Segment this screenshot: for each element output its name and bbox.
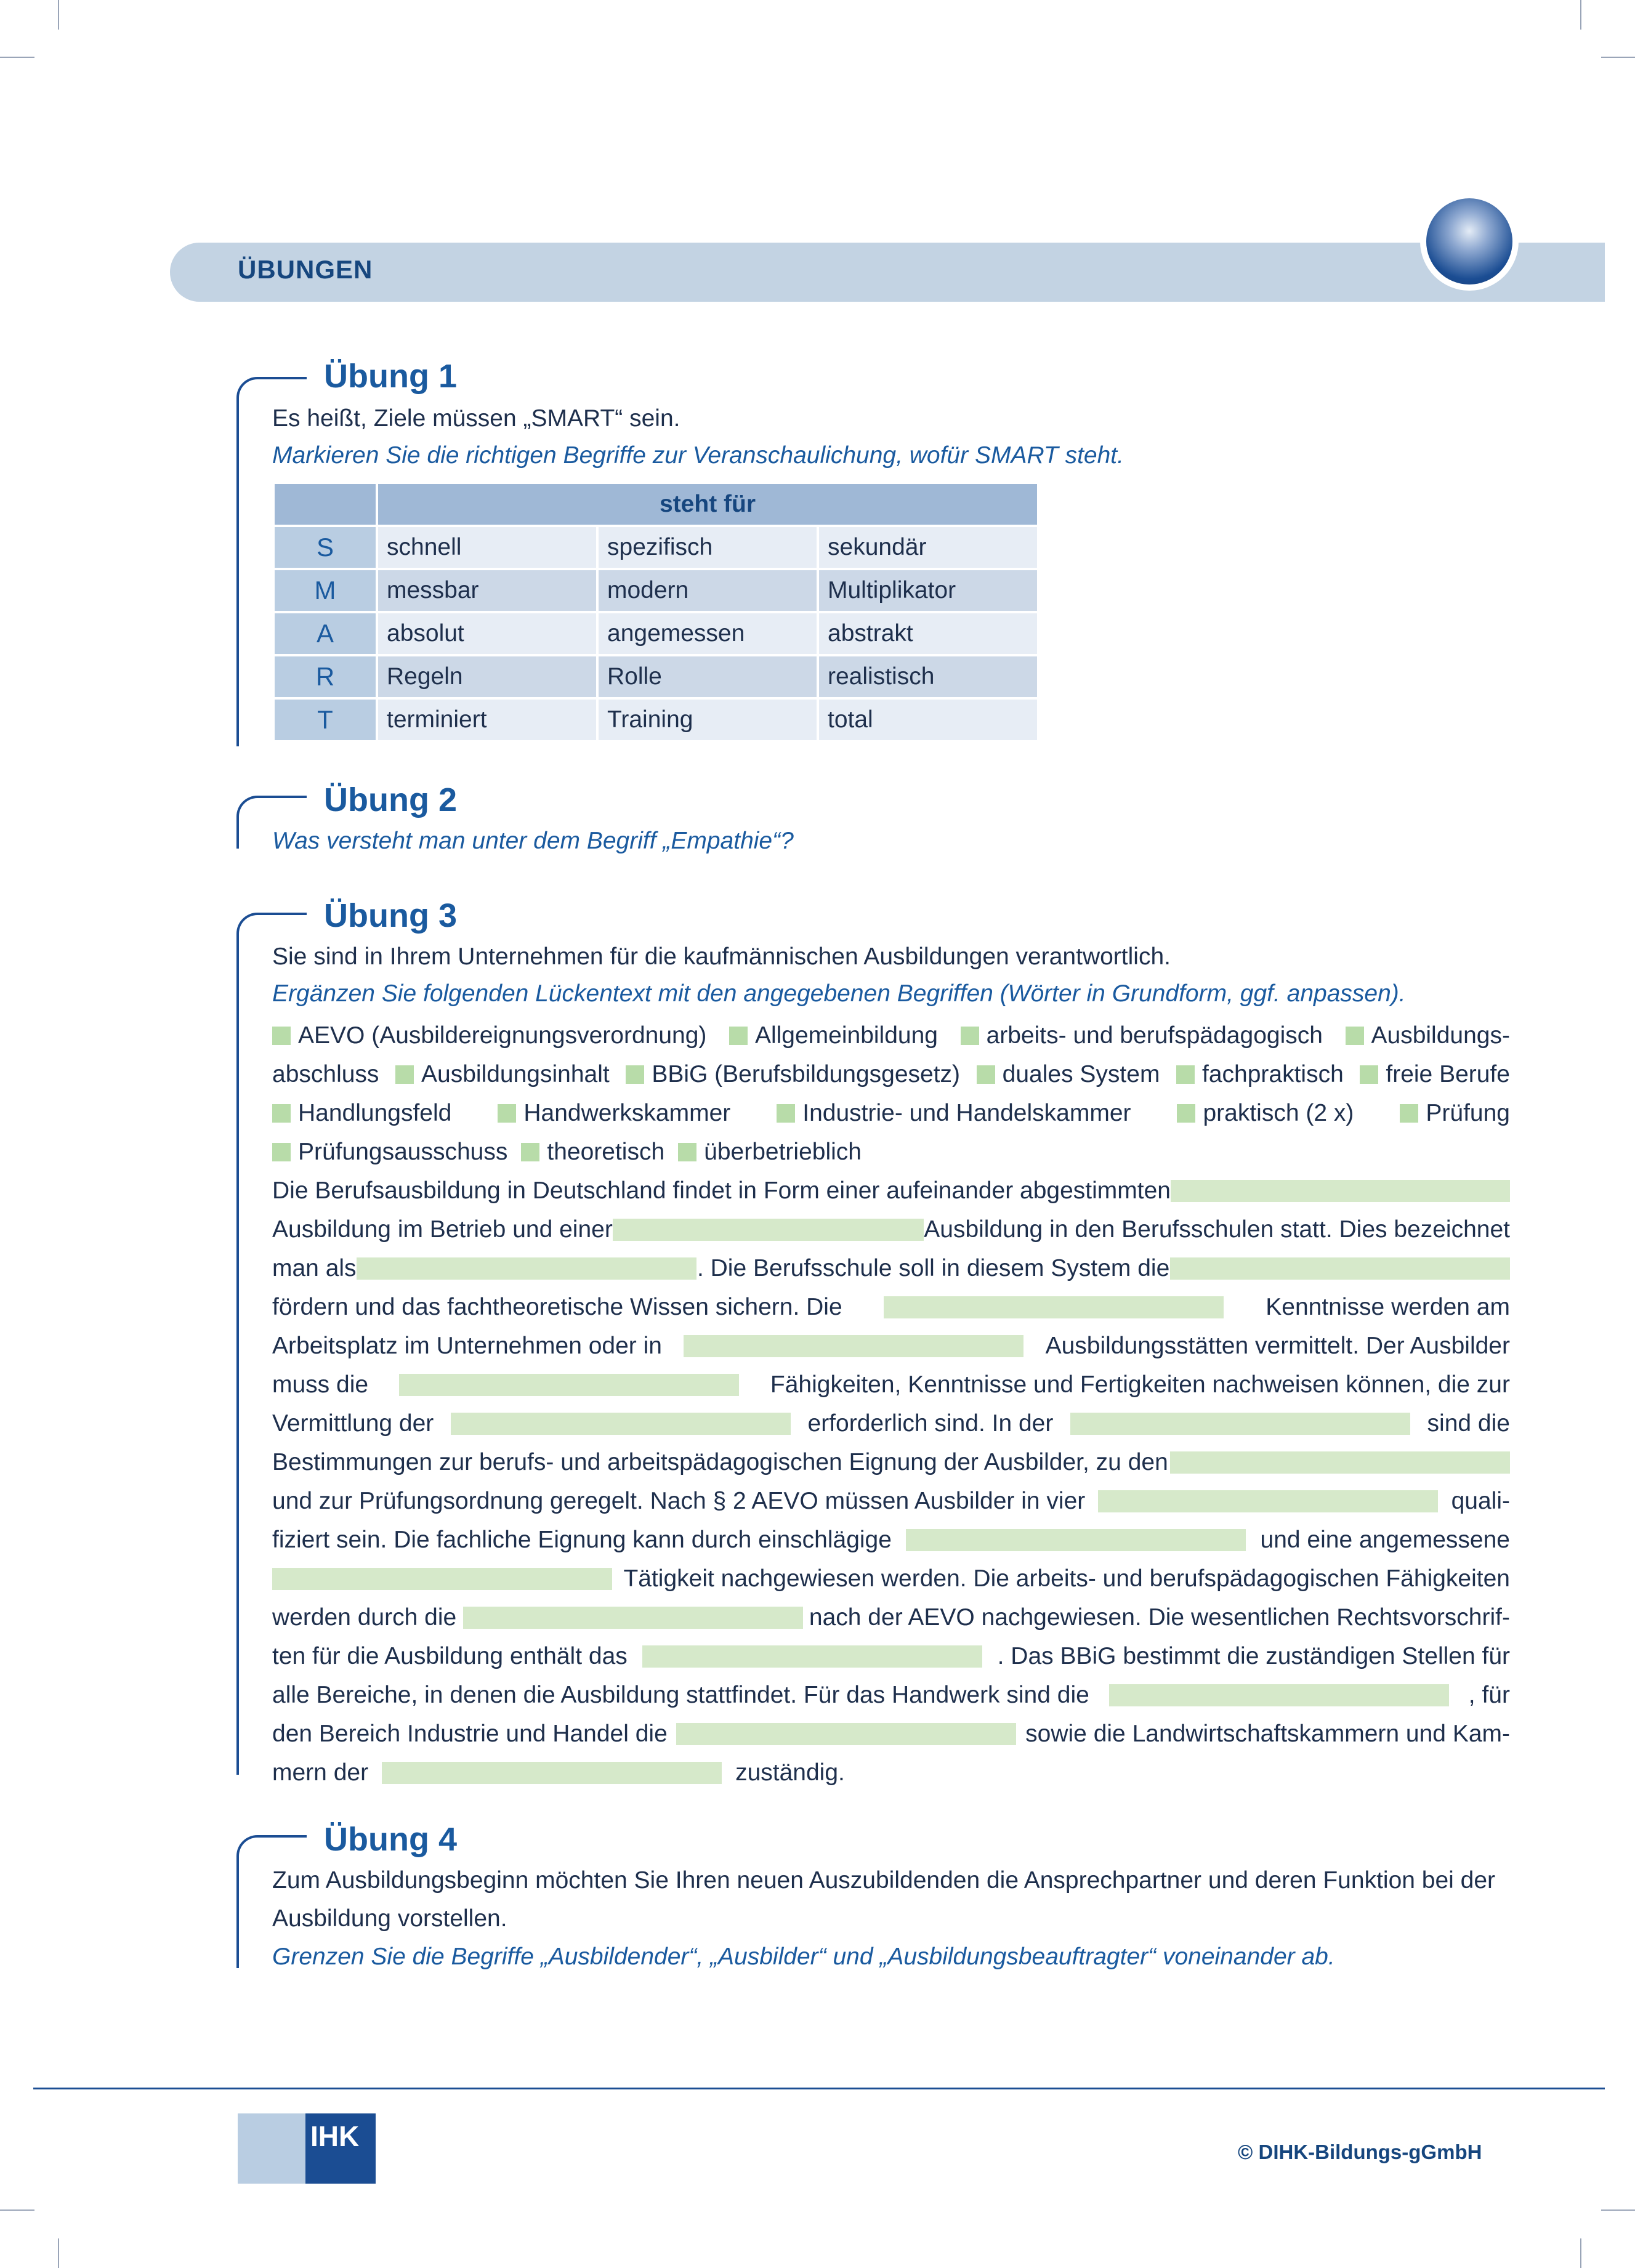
term-item: Ausbildungsinhalt (395, 1055, 610, 1094)
term-item: Ausbildungs- (1346, 1016, 1510, 1055)
cloze-gap[interactable] (642, 1645, 982, 1668)
cloze-gap[interactable] (1170, 1257, 1510, 1280)
cloze-gap[interactable] (1171, 1180, 1510, 1202)
smart-option[interactable]: spezifisch (599, 527, 817, 568)
term-item: Handlungsfeld (272, 1094, 451, 1132)
term-item: AEVO (Ausbildereignungsverordnung) (272, 1016, 706, 1055)
cloze-text-segment: den Bereich Industrie und Handel die (272, 1721, 668, 1747)
cloze-text-segment: erforderlich sind. In der (807, 1410, 1054, 1437)
smart-option[interactable]: abstrakt (819, 613, 1037, 654)
crop-mark (58, 2238, 59, 2268)
smart-table (272, 482, 1040, 743)
exercise-1-title: Übung 1 (324, 358, 457, 395)
exercise-1-intro: Es heißt, Ziele müssen „SMART“ sein. (272, 405, 680, 432)
table-row (275, 527, 1037, 568)
cloze-gap[interactable] (676, 1723, 1016, 1745)
cloze-text-segment: man als (272, 1255, 357, 1281)
term-item: abschluss (272, 1061, 379, 1088)
cloze-text-segment: Bestimmungen zur berufs- und arbeitspädagogischen Eignung der Ausbilder, zu den (272, 1449, 1168, 1475)
copyright: © DIHK-Bildungs-gGmbH (1238, 2141, 1482, 2163)
term-item: freie Berufe (1360, 1055, 1510, 1094)
section-header-bar (170, 243, 1605, 302)
term-item: duales System (977, 1055, 1160, 1094)
cloze-gap[interactable] (463, 1607, 803, 1629)
footer-divider (33, 2088, 1605, 2089)
cloze-text-segment: nach der AEVO nachgewiesen. Die wesentlichen Rechtsvorschrif- (809, 1604, 1510, 1631)
crop-mark (0, 2209, 34, 2211)
smart-option[interactable]: angemessen (599, 613, 817, 654)
exercise-4-instruction: Grenzen Sie die Begriffe „Ausbildender“, „Ausbilder“ und „Ausbildungsbeauftragter“ voneinander ab. (272, 1943, 1335, 1970)
cloze-text-segment: muss die (272, 1371, 369, 1398)
crop-mark (1580, 0, 1581, 30)
cloze-text-segment: Tätigkeit nachgewiesen werden. Die arbeits- und berufspädagogischen Fähigkeiten (623, 1565, 1510, 1592)
smart-option[interactable]: Multiplikator (819, 570, 1037, 611)
cloze-gap[interactable] (684, 1335, 1023, 1357)
section-title: ÜBUNGEN (238, 255, 373, 284)
cloze-text-segment: Kenntnisse werden am (1266, 1294, 1510, 1320)
smart-option[interactable]: modern (599, 570, 817, 611)
cloze-text-segment: Fähigkeiten, Kenntnisse und Fertigkeiten nachweisen können, die zur (770, 1371, 1510, 1398)
smart-letter: M (275, 570, 376, 611)
smart-letter: S (275, 527, 376, 568)
exercise-3-title: Übung 3 (324, 897, 457, 934)
cloze-gap[interactable] (884, 1296, 1224, 1318)
exercise-2-title: Übung 2 (324, 781, 457, 818)
cloze-gap[interactable] (906, 1529, 1246, 1551)
term-list (272, 1016, 1510, 1171)
cloze-gap[interactable] (451, 1413, 791, 1435)
cloze-text-segment: Ausbildung im Betrieb und einer (272, 1216, 613, 1243)
smart-option[interactable]: terminiert (378, 700, 596, 740)
smart-letter: A (275, 613, 376, 654)
crop-mark (1601, 2209, 1635, 2211)
term-item: Industrie- und Handelskammer (777, 1094, 1131, 1132)
cloze-text-segment: sind die (1427, 1410, 1510, 1437)
cloze-gap[interactable] (1098, 1490, 1438, 1512)
table-row (275, 570, 1037, 611)
term-item: theoretisch (521, 1132, 664, 1171)
exercise-4-intro-continued: Ausbildung vorstellen. (272, 1905, 507, 1932)
cloze-text-segment: ten für die Ausbildung enthält das (272, 1643, 628, 1669)
cloze-gap[interactable] (357, 1257, 696, 1280)
cloze-gap[interactable] (1070, 1413, 1410, 1435)
term-item: fachpraktisch (1176, 1055, 1344, 1094)
table-row (275, 700, 1037, 740)
cloze-text-segment: fördern und das fachtheoretische Wissen sichern. Die (272, 1294, 842, 1320)
ihk-logo-text: IHK (310, 2120, 360, 2152)
cloze-gap[interactable] (613, 1219, 924, 1241)
crop-mark (58, 0, 59, 30)
term-item: überbetrieblich (678, 1132, 862, 1171)
table-row (275, 613, 1037, 654)
smart-letter: T (275, 700, 376, 740)
cloze-gap[interactable] (272, 1568, 612, 1590)
decorative-ball-icon (1426, 198, 1512, 285)
exercise-4-title: Übung 4 (324, 1821, 457, 1858)
term-item: arbeits- und berufspädagogisch (961, 1016, 1323, 1055)
cloze-gap[interactable] (399, 1374, 739, 1396)
cloze-text-segment: , für (1468, 1682, 1510, 1708)
cloze-text-segment: Vermittlung der (272, 1410, 434, 1437)
smart-option[interactable]: messbar (378, 570, 596, 611)
cloze-gap[interactable] (382, 1762, 722, 1784)
cloze-text-segment: und zur Prüfungsordnung geregelt. Nach § 2 AEVO müssen Ausbilder in vier (272, 1488, 1086, 1514)
ihk-logo-accent (238, 2113, 305, 2184)
cloze-text (272, 1171, 1510, 1792)
cloze-gap[interactable] (1109, 1684, 1449, 1706)
term-item: Prüfungsausschuss (272, 1132, 507, 1171)
exercise-4-intro: Zum Ausbildungsbeginn möchten Sie Ihren neuen Auszubildenden die Ansprechpartner und deren Funktion bei der (272, 1867, 1496, 1894)
term-item: Handwerkskammer (498, 1094, 730, 1132)
cloze-text-segment: . Die Berufsschule soll in diesem System die (696, 1255, 1170, 1281)
cloze-text-segment: alle Bereiche, in denen die Ausbildung stattfindet. Für das Handwerk sind die (272, 1682, 1089, 1708)
smart-option[interactable]: absolut (378, 613, 596, 654)
smart-option[interactable]: total (819, 700, 1037, 740)
cloze-text-segment: Arbeitsplatz im Unternehmen oder in (272, 1333, 662, 1359)
cloze-text-segment: Ausbildung in den Berufsschulen statt. Dies bezeichnet (924, 1216, 1510, 1243)
cloze-text-segment: und eine angemessene (1260, 1527, 1510, 1553)
crop-mark (0, 57, 34, 58)
cloze-text-segment: mern der (272, 1759, 369, 1786)
term-item: Allgemeinbildung (729, 1016, 938, 1055)
table-row (275, 656, 1037, 697)
term-item: praktisch (2 x) (1177, 1094, 1354, 1132)
cloze-text-segment: zuständig. (735, 1759, 845, 1786)
cloze-gap[interactable] (1170, 1451, 1510, 1474)
smart-option[interactable]: Training (599, 700, 817, 740)
cloze-text-segment: fiziert sein. Die fachliche Eignung kann durch einschlägige (272, 1527, 892, 1553)
cloze-text-segment: Die Berufsausbildung in Deutschland findet in Form einer aufeinander abgestimmten (272, 1177, 1171, 1204)
term-item: Prüfung (1400, 1094, 1510, 1132)
cloze-text-segment: Ausbildungsstätten vermittelt. Der Ausbilder (1045, 1333, 1510, 1359)
smart-option[interactable]: sekundär (819, 527, 1037, 568)
exercise-1-instruction: Markieren Sie die richtigen Begriffe zur Veranschaulichung, wofür SMART steht. (272, 442, 1124, 469)
crop-mark (1601, 57, 1635, 58)
smart-letter: R (275, 656, 376, 697)
cloze-text-segment: sowie die Landwirtschaftskammern und Kam- (1025, 1721, 1510, 1747)
smart-option[interactable]: Regeln (378, 656, 596, 697)
exercise-2-instruction: Was versteht man unter dem Begriff „Empathie“? (272, 828, 794, 854)
smart-table-corner (275, 484, 376, 525)
crop-mark (1580, 2238, 1581, 2268)
term-item: BBiG (Berufsbildungsgesetz) (626, 1055, 960, 1094)
smart-table-header: steht für (378, 484, 1037, 525)
cloze-text-segment: werden durch die (272, 1604, 457, 1631)
exercise-3-instruction: Ergänzen Sie folgenden Lückentext mit den angegebenen Begriffen (Wörter in Grundform, ggf. anpassen). (272, 980, 1406, 1007)
cloze-text-segment: quali- (1451, 1488, 1510, 1514)
cloze-text-segment: . Das BBiG bestimmt die zuständigen Stellen für (997, 1643, 1510, 1669)
exercise-3-intro: Sie sind in Ihrem Unternehmen für die kaufmännischen Ausbildungen verantwortlich. (272, 943, 1171, 970)
smart-option[interactable]: Rolle (599, 656, 817, 697)
smart-option[interactable]: realistisch (819, 656, 1037, 697)
smart-option[interactable]: schnell (378, 527, 596, 568)
